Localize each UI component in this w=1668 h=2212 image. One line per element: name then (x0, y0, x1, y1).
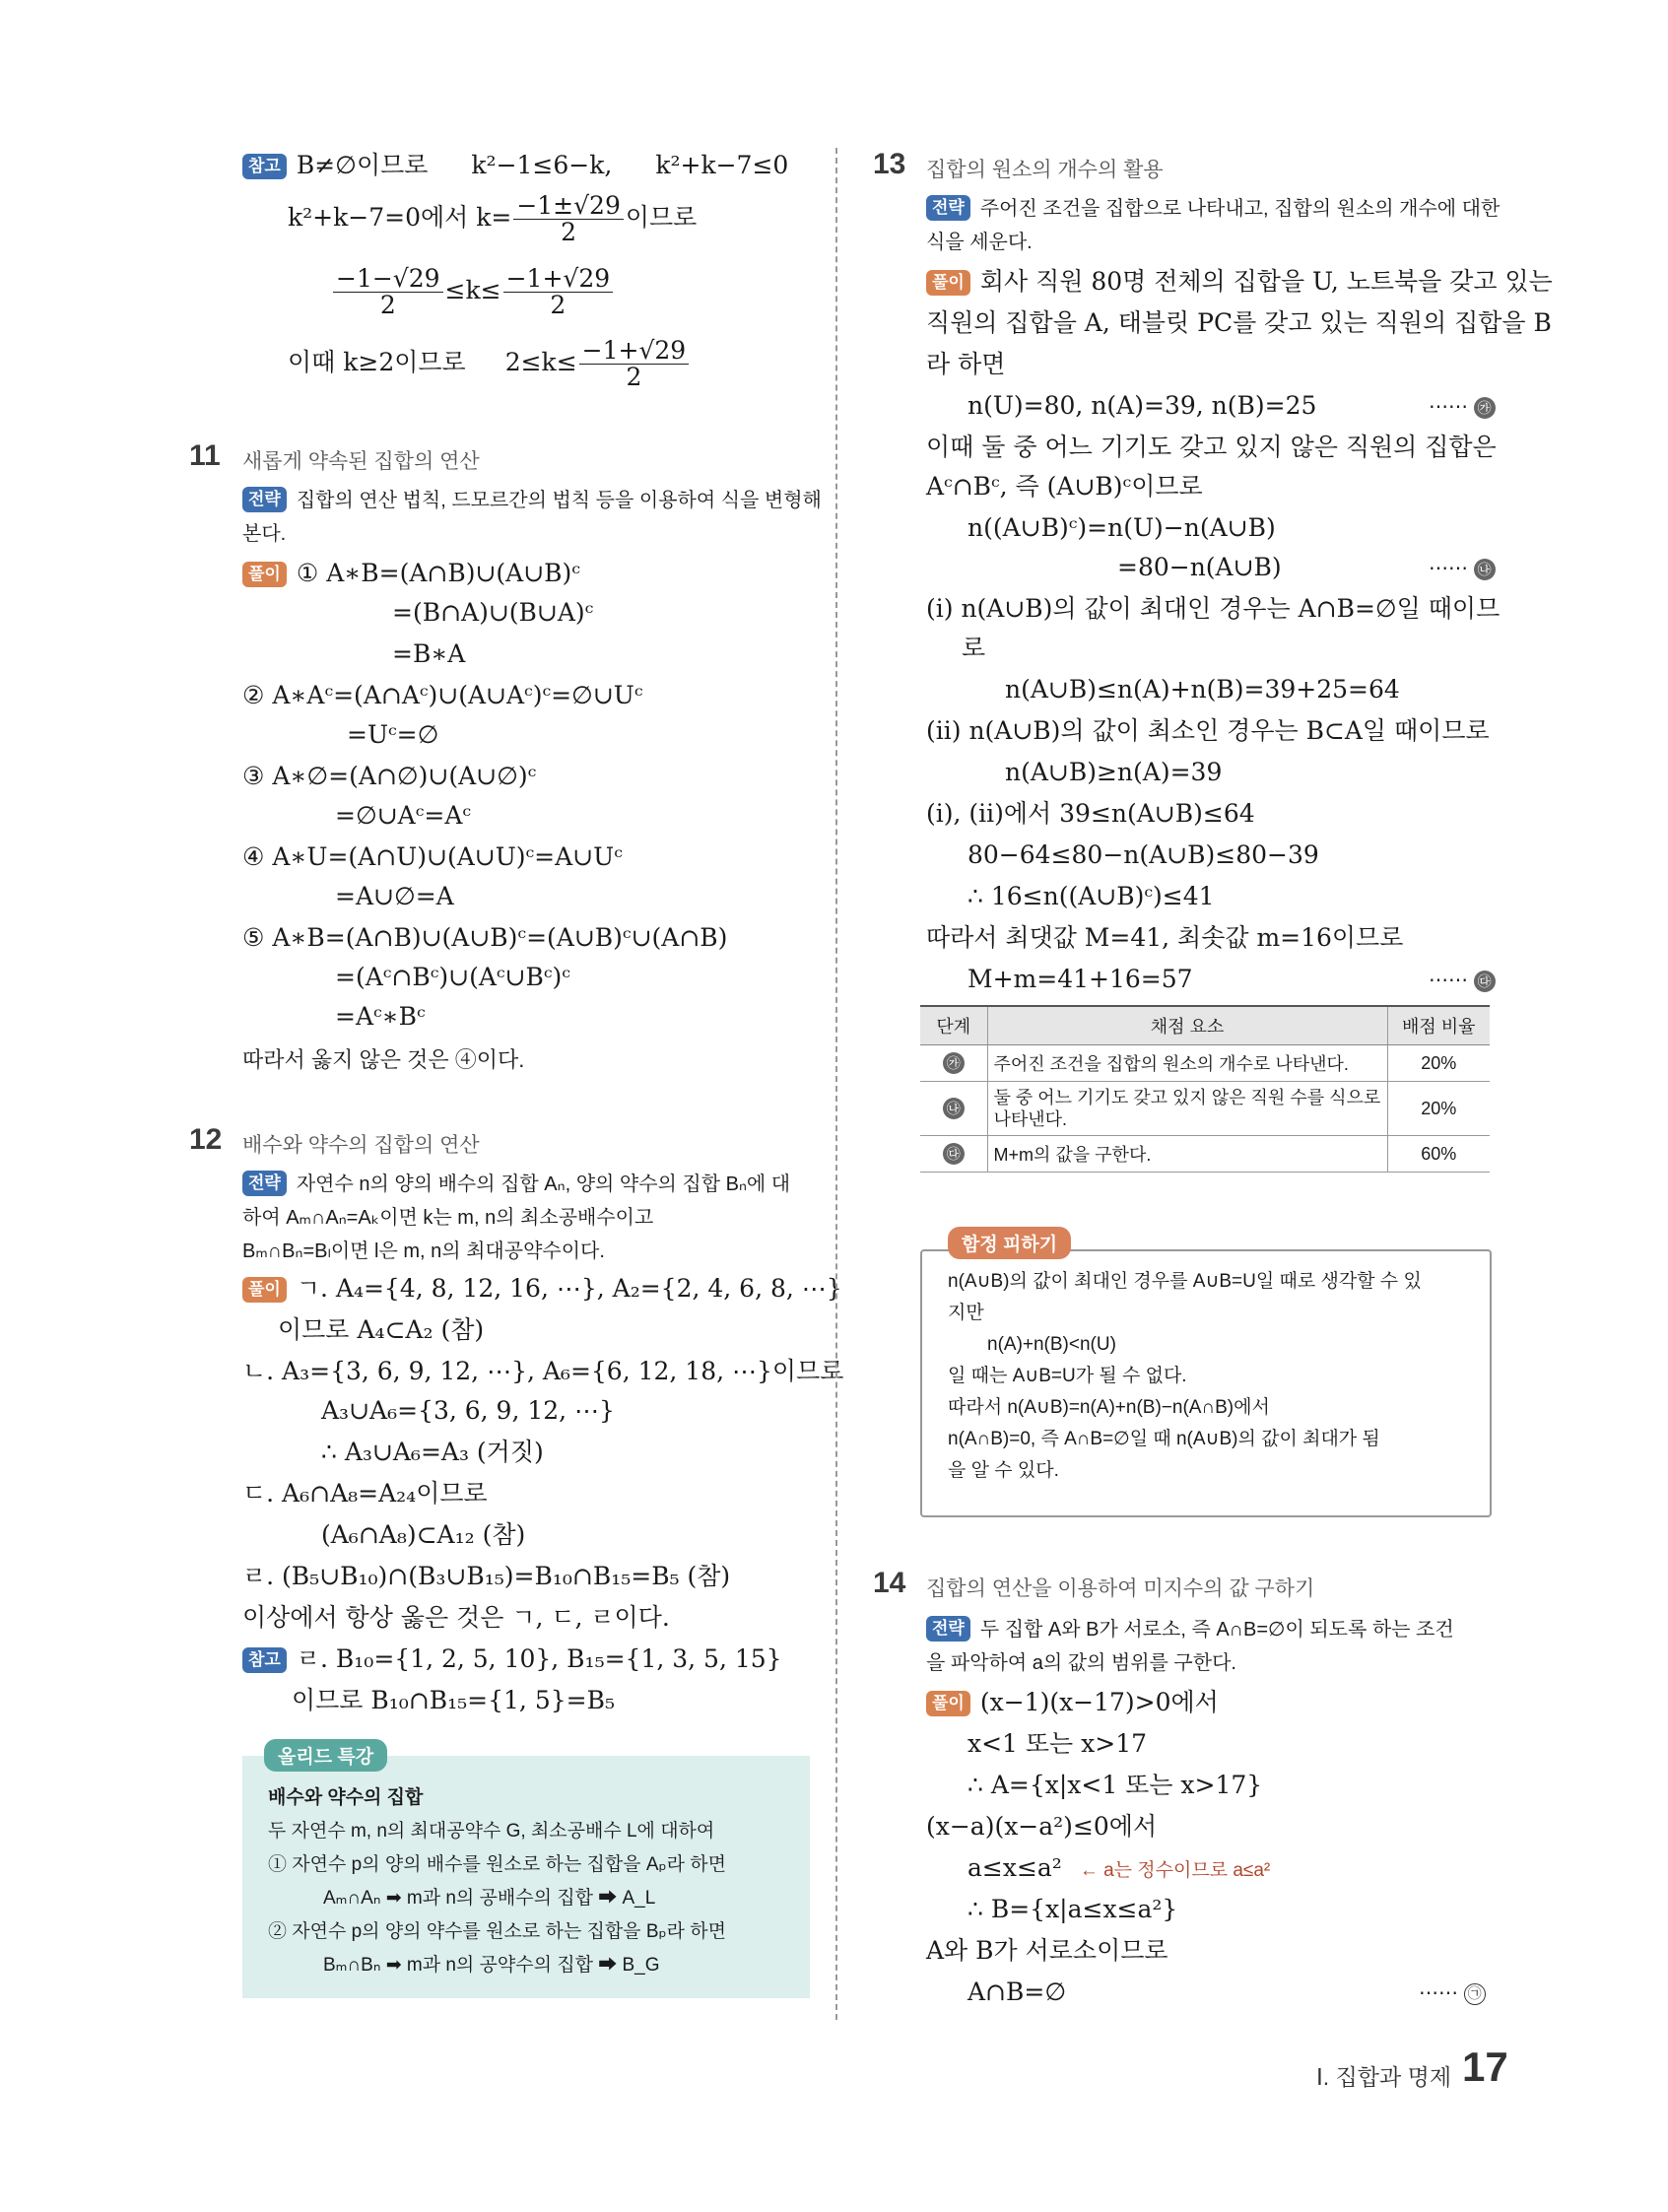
fraction: $\frac{-1+√29}{2}$ (503, 266, 614, 318)
s13-line-13: 따라서 최댓값 M=41, 최솟값 m=16이므로 (926, 923, 1404, 952)
s11-conclusion: 따라서 옳지 않은 것은 ④이다. (242, 1047, 525, 1072)
section-11-number: 11 (189, 439, 221, 472)
s13-line-4: =80−n(A∪B) (1117, 553, 1282, 581)
s14-strategy-cont: 을 파악하여 a의 값의 범위를 구한다. (926, 1652, 1236, 1674)
fraction: $\frac{-1+√29}{2}$ (579, 338, 690, 390)
s11-line-1: =(B∩A)∪(B∪A)ᶜ (392, 598, 594, 627)
s13-strategy-cont: 식을 세운다. (926, 232, 1033, 253)
mark-da: ⋯⋯ ㉰ (1429, 968, 1496, 992)
s13-line-2: Aᶜ∩Bᶜ, 즉 (A∪B)ᶜ이므로 (926, 472, 1203, 501)
s12-strategy: 전략 자연수 n의 양의 배수의 집합 Aₙ, 양의 약수의 집합 Bₙ에 대 (242, 1171, 790, 1198)
s11-line-10: =(Aᶜ∩Bᶜ)∪(Aᶜ∪Bᶜ)ᶜ (335, 963, 570, 991)
s12-line-3: A₃∪A₆={3, 6, 9, 12, ⋯} (321, 1396, 615, 1425)
section-13-title: 집합의 원소의 개수의 활용 (926, 159, 1164, 181)
s12-ref-1: 참고 ㄹ. B₁₀={1, 2, 5, 10}, B₁₅={1, 3, 5, 15} (242, 1643, 782, 1675)
tip-tag: 올리드 특강 (264, 1739, 387, 1772)
tip-line-5: Bₘ∩Bₙ ➡ m과 n의 공약수의 집합 ➡ B_G (323, 1955, 660, 1976)
s11-line-6: =∅∪Aᶜ=Aᶜ (335, 801, 472, 830)
s13-sol-2: 직원의 집합을 A, 태블릿 PC를 갖고 있는 직원의 집합을 B (926, 308, 1552, 337)
trap-line-3: n(A)+n(B)<n(U) (987, 1334, 1116, 1355)
tip-line-2: ① 자연수 p의 양의 배수를 원소로 하는 집합을 Aₚ라 하면 (268, 1854, 726, 1875)
table-row (920, 1082, 1490, 1136)
s11-line-8: =A∪∅=A (335, 882, 454, 910)
table-cell: 20% (1387, 1082, 1490, 1136)
tip-line-3: Aₘ∩Aₙ ➡ m과 n의 공배수의 집합 ➡ A_L (323, 1888, 656, 1909)
chapter-label: Ⅰ. 집합과 명제 (1316, 2064, 1452, 2090)
tip-title: 배수와 약수의 집합 (268, 1787, 424, 1808)
table-cell: 주어진 조건을 집합의 원소의 개수로 나타낸다. (987, 1045, 1387, 1082)
table-header: 배점 비율 (1387, 1006, 1490, 1045)
top-ref-line-3: $\frac{-1-√29}{2}$ ≤k≤ $\frac{-1+√29}{2}$ (331, 266, 615, 318)
s13-line-3: n((A∪B)ᶜ)=n(U)−n(A∪B) (967, 513, 1276, 542)
s14-line-2: ∴ A={x|x<1 또는 x>17} (967, 1771, 1263, 1799)
table-cell: 60% (1387, 1136, 1490, 1173)
top-ref-line-2: k²+k−7=0에서 k= $\frac{-1\pm√29}{2}$ 이므로 (288, 191, 698, 246)
s11-line-5: ③ A∗∅=(A∩∅)∪(A∪∅)ᶜ (242, 762, 537, 790)
step-badge: ㉯ (943, 1098, 965, 1119)
table-header: 채점 요소 (987, 1006, 1387, 1045)
s12-strategy-cont2: Bₘ∩Bₙ=Bₗ이면 l은 m, n의 최대공약수이다. (242, 1240, 605, 1262)
trap-tag: 함정 피하기 (948, 1227, 1071, 1259)
mark-a: ⋯⋯ ㉠ (1419, 1980, 1486, 2005)
s12-ref-2: 이므로 B₁₀∩B₁₅={1, 5}=B₅ (292, 1686, 615, 1714)
s12-line-4: ∴ A₃∪A₆=A₃ (거짓) (321, 1438, 544, 1466)
s11-line-7: ④ A∗U=(A∩U)∪(A∪U)ᶜ=A∪Uᶜ (242, 842, 623, 871)
s13-line-6: 로 (962, 634, 986, 662)
section-12-title: 배수와 약수의 집합의 연산 (242, 1134, 480, 1157)
s11-line-11: =Aᶜ∗Bᶜ (335, 1002, 426, 1031)
table-header-row (920, 1006, 1490, 1045)
s14-line-3: (x−a)(x−a²)≤0에서 (926, 1812, 1158, 1841)
s13-line-8: (ii) n(A∪B)의 값이 최소인 경우는 B⊂A일 때이므로 (926, 716, 1490, 745)
tip-line-1: 두 자연수 m, n의 최대공약수 G, 최소공배수 L에 대하여 (268, 1821, 715, 1842)
s11-line-4: =Uᶜ=∅ (347, 720, 439, 749)
s12-line-0: 풀이 ㄱ. A₄={4, 8, 12, 16, ⋯}, A₂={2, 4, 6, 8, ⋯} (242, 1273, 842, 1305)
s13-line-14: M+m=41+16=57 (967, 965, 1193, 993)
ref-tag: 참고 (242, 154, 287, 179)
top-ref-line-1: 참고 B≠∅이므로 k²−1≤6−k, k²+k−7≤0 (242, 150, 788, 181)
s13-line-0: n(U)=80, n(A)=39, n(B)=25 (967, 391, 1317, 420)
table-cell: 20% (1387, 1045, 1490, 1082)
s14-line-6: A와 B가 서로소이므로 (926, 1936, 1168, 1965)
step-badge: ㉰ (943, 1143, 965, 1165)
s13-line-1: 이때 둘 중 어느 기기도 갖고 있지 않은 직원의 집합은 (926, 433, 1497, 461)
s11-strategy-cont: 본다. (242, 523, 287, 545)
table-row (920, 1045, 1490, 1082)
table-cell: 둘 중 어느 기기도 갖고 있지 않은 직원 수를 식으로 나타낸다. (987, 1082, 1387, 1136)
mark-ga: ⋯⋯ ㉮ (1429, 394, 1496, 419)
s12-strategy-cont: 하여 Aₘ∩Aₙ=Aₖ이면 k는 m, n의 최소공배수이고 (242, 1207, 654, 1229)
s12-line-7: ㄹ. (B₅∪B₁₀)∩(B₃∪B₁₅)=B₁₀∩B₁₅=B₅ (참) (242, 1562, 731, 1590)
trap-line-6: n(A∩B)=0, 즉 A∩B=∅일 때 n(A∪B)의 값이 최대가 됨 (948, 1429, 1380, 1449)
s11-line-9: ⑤ A∗B=(A∩B)∪(A∪B)ᶜ=(A∪B)ᶜ∪(A∩B) (242, 923, 728, 952)
s13-line-7: n(A∪B)≤n(A)+n(B)=39+25=64 (1005, 675, 1400, 704)
trap-line-2: 지만 (948, 1303, 984, 1323)
table-row (920, 1136, 1490, 1173)
s14-strategy: 전략 두 집합 A와 B가 서로소, 즉 A∩B=∅이 되도록 하는 조건 (926, 1616, 1454, 1643)
fraction: $\frac{-1\pm√29}{2}$ (513, 193, 624, 245)
s13-line-5: (i) n(A∪B)의 값이 최대인 경우는 A∩B=∅일 때이므 (926, 594, 1501, 623)
s13-line-12: ∴ 16≤n((A∪B)ᶜ)≤41 (967, 882, 1215, 910)
s11-line-0: 풀이 ① A∗B=(A∩B)∪(A∪B)ᶜ (242, 558, 580, 589)
column-divider (835, 148, 837, 2020)
section-14-title: 집합의 연산을 이용하여 미지수의 값 구하기 (926, 1577, 1315, 1600)
fraction: $\frac{-1-√29}{2}$ (333, 266, 443, 318)
section-14-number: 14 (873, 1567, 906, 1599)
s13-sol-1: 풀이 회사 직원 80명 전체의 집합을 U, 노트북을 갖고 있는 (926, 266, 1553, 298)
s14-line-0: 풀이 (x−1)(x−17)>0에서 (926, 1687, 1219, 1718)
s12-line-5: ㄷ. A₆∩A₈=A₂₄이므로 (242, 1479, 488, 1508)
s12-line-2: ㄴ. A₃={3, 6, 9, 12, ⋯}, A₆={6, 12, 18, ⋯}이므로 (242, 1357, 844, 1385)
mark-na: ⋯⋯ ㉯ (1429, 556, 1496, 580)
s14-note: ← a는 정수이므로 a≤a² (1079, 1860, 1271, 1881)
s12-line-6: (A₆∩A₈)⊂A₁₂ (참) (321, 1520, 526, 1549)
scoring-table (920, 1005, 1490, 1173)
tip-line-4: ② 자연수 p의 양의 약수를 원소로 하는 집합을 Bₚ라 하면 (268, 1921, 726, 1942)
section-12-number: 12 (189, 1123, 223, 1156)
s11-line-2: =B∗A (392, 639, 466, 668)
s13-line-11: 80−64≤80−n(A∪B)≤80−39 (967, 840, 1319, 869)
section-13-number: 13 (873, 148, 906, 180)
top-ref-line-4: 이때 k≥2이므로 2≤k≤ $\frac{-1+√29}{2}$ (288, 338, 691, 390)
step-badge: ㉮ (943, 1052, 965, 1074)
s11-strategy: 전략 집합의 연산 법칙, 드모르간의 법칙 등을 이용하여 식을 변형해 (242, 487, 822, 514)
table-cell: M+m의 값을 구한다. (987, 1136, 1387, 1173)
trap-line-7: 을 알 수 있다. (948, 1460, 1059, 1481)
trap-line-4: 일 때는 A∪B=U가 될 수 없다. (948, 1366, 1187, 1386)
trap-line-5: 따라서 n(A∪B)=n(A)+n(B)−n(A∩B)에서 (948, 1397, 1270, 1418)
section-11-title: 새롭게 약속된 집합의 연산 (242, 450, 480, 473)
s12-line-1: 이므로 A₄⊂A₂ (참) (278, 1315, 485, 1344)
s13-strategy: 전략 주어진 조건을 집합으로 나타내고, 집합의 원소의 개수에 대한 (926, 195, 1500, 223)
s11-line-3: ② A∗Aᶜ=(A∩Aᶜ)∪(A∪Aᶜ)ᶜ=∅∪Uᶜ (242, 681, 643, 709)
s13-line-10: (i), (ii)에서 39≤n(A∪B)≤64 (926, 799, 1255, 828)
s14-line-4: a≤x≤a² ← a는 정수이므로 a≤a² (967, 1853, 1271, 1882)
s14-line-7: A∩B=∅ (967, 1977, 1067, 2006)
s12-line-8: 이상에서 항상 옳은 것은 ㄱ, ㄷ, ㄹ이다. (242, 1603, 670, 1632)
table-header: 단계 (920, 1006, 987, 1045)
s14-line-1: x<1 또는 x>17 (967, 1729, 1148, 1758)
s13-line-9: n(A∪B)≥n(A)=39 (1005, 758, 1223, 786)
page-number: 17 (1462, 2044, 1508, 2090)
s14-line-5: ∴ B={x|a≤x≤a²} (967, 1895, 1178, 1923)
s13-sol-3: 라 하면 (926, 350, 1006, 378)
trap-line-1: n(A∪B)의 값이 최대인 경우를 A∪B=U일 때로 생각할 수 있 (948, 1271, 1422, 1292)
